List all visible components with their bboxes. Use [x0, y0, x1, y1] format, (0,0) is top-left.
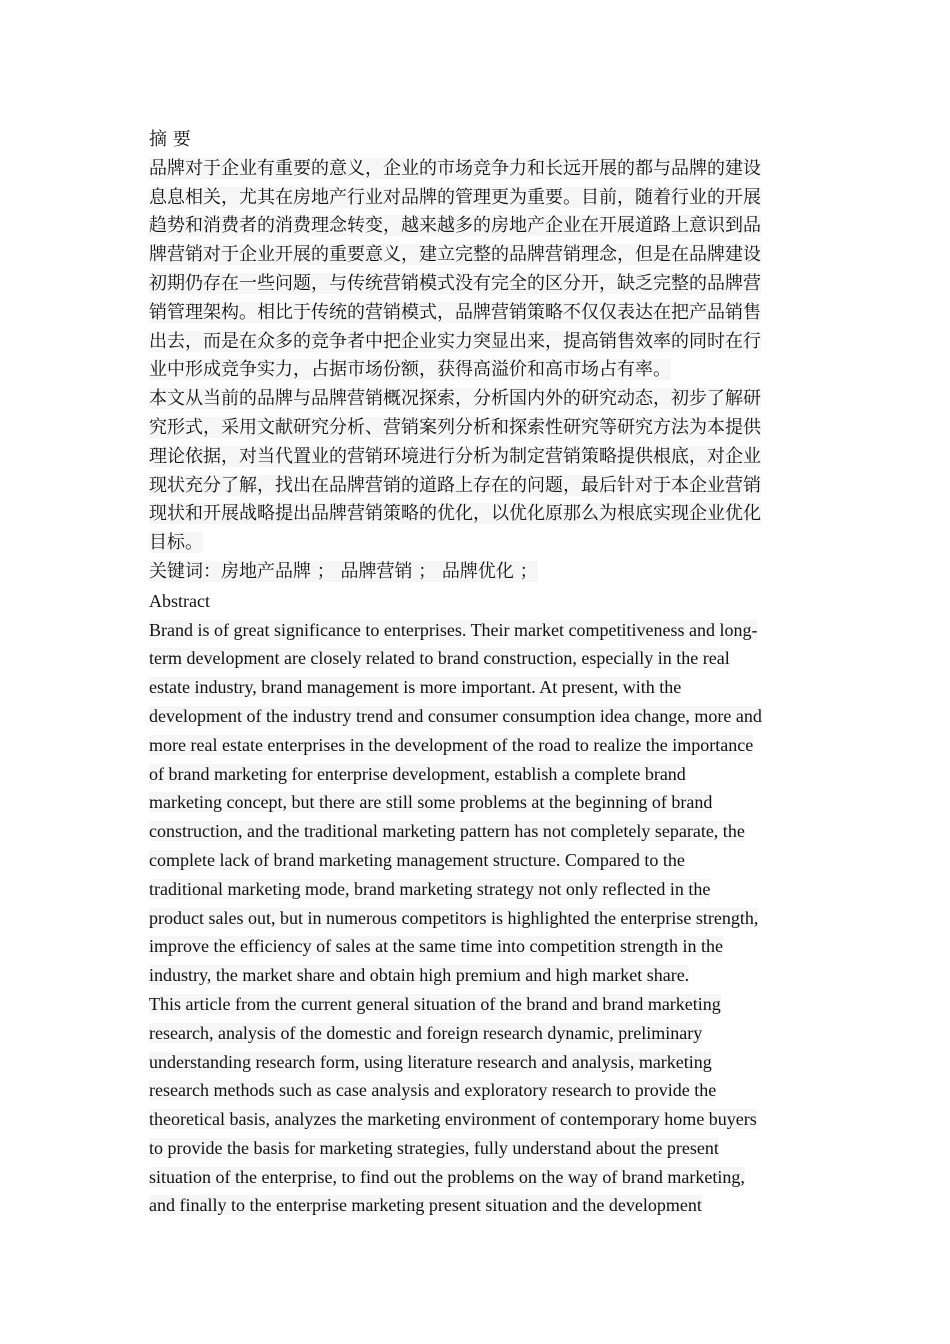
- text-line: understanding research form, using literature research and analysis, marketing: [149, 1051, 712, 1072]
- text-line: 趋势和消费者的消费理念转变，越来越多的房地产企业在开展道路上意识到品: [149, 215, 761, 237]
- abstract-en-paragraph-1: [149, 616, 803, 990]
- text-line: research methods such as case analysis and exploratory research to provide the: [149, 1080, 717, 1101]
- abstract-en-heading: Abstract: [149, 590, 210, 611]
- text-line: This article from the current general situation of the brand and brand marketing: [149, 993, 721, 1014]
- text-line: industry, the market share and obtain high premium and high market share.: [149, 965, 690, 986]
- text-line: 目标。: [149, 532, 203, 554]
- abstract-cn-heading: 摘 要: [149, 129, 191, 150]
- text-line: 初期仍存在一些问题，与传统营销模式没有完全的区分开，缺乏完整的品牌营: [149, 272, 761, 294]
- text-line: traditional marketing mode, brand marketing strategy not only reflected in the: [149, 878, 711, 899]
- text-line: 业中形成竞争实力，占据市场份额，获得高溢价和高市场占有率。: [149, 359, 671, 381]
- abstract-cn-paragraph-1: [149, 155, 803, 385]
- text-line: term development are closely related to brand construction, especially in the real: [149, 648, 730, 669]
- text-line: and finally to the enterprise marketing present situation and the development: [149, 1195, 702, 1216]
- text-line: of brand marketing for enterprise development, establish a complete brand: [149, 763, 686, 784]
- text-line: to provide the basis for marketing strategies, fully understand about the present: [149, 1137, 719, 1158]
- text-line: more real estate enterprises in the development of the road to realize the importance: [149, 734, 754, 755]
- text-line: situation of the enterprise, to find out the problems on the way of brand marketing,: [149, 1166, 745, 1187]
- text-line: construction, and the traditional marketing pattern has not completely separate, the: [149, 821, 745, 842]
- text-line: 理论依据，对当代置业的营销环境进行分析为制定营销策略提供根底，对企业: [149, 445, 761, 467]
- text-line: complete lack of brand marketing management structure. Compared to the: [149, 849, 685, 870]
- text-line: 现状和开展战略提出品牌营销策略的优化，以优化原那么为根底实现企业优化: [149, 503, 761, 525]
- text-line: 牌营销对于企业开展的重要意义，建立完整的品牌营销理念，但是在品牌建设: [149, 244, 761, 266]
- text-line: Brand is of great significance to enterprises. Their market competitiveness and long-: [149, 619, 758, 640]
- text-line: theoretical basis, analyzes the marketing environment of contemporary home buyers: [149, 1109, 757, 1130]
- text-line: 本文从当前的品牌与品牌营销概况探索，分析国内外的研究动态，初步了解研: [149, 388, 761, 410]
- keywords-line: 关键词：房地产品牌 ； 品牌营销 ； 品牌优化 ；: [149, 560, 538, 582]
- abstract-en-paragraph-2: [149, 990, 803, 1220]
- text-line: product sales out, but in numerous competitors is highlighted the enterprise strength,: [149, 907, 759, 928]
- text-line: development of the industry trend and consumer consumption idea change, more and: [149, 705, 762, 726]
- text-line: 究形式，采用文献研究分析、营销案列分析和探索性研究等研究方法为本提供: [149, 416, 761, 438]
- text-line: marketing concept, but there are still some problems at the beginning of brand: [149, 792, 713, 813]
- text-line: 销管理架构。相比于传统的营销模式，品牌营销策略不仅仅表达在把产品销售: [149, 301, 761, 323]
- text-line: 现状充分了解，找出在品牌营销的道路上存在的问题，最后针对于本企业营销: [149, 474, 761, 496]
- text-line: 出去，而是在众多的竞争者中把企业实力突显出来，提高销售效率的同时在行: [149, 330, 761, 352]
- text-line: improve the efficiency of sales at the same time into competition strength in the: [149, 936, 724, 957]
- text-line: research, analysis of the domestic and foreign research dynamic, preliminary: [149, 1022, 703, 1043]
- text-line: estate industry, brand management is more important. At present, with the: [149, 677, 682, 698]
- abstract-cn-paragraph-2: [149, 385, 803, 558]
- text-line: 息息相关，尤其在房地产行业对品牌的管理更为重要。目前，随着行业的开展: [149, 186, 761, 208]
- text-line: 品牌对于企业有重要的意义，企业的市场竞争力和长远开展的都与品牌的建设: [149, 157, 761, 179]
- abstract-content: [149, 126, 803, 1220]
